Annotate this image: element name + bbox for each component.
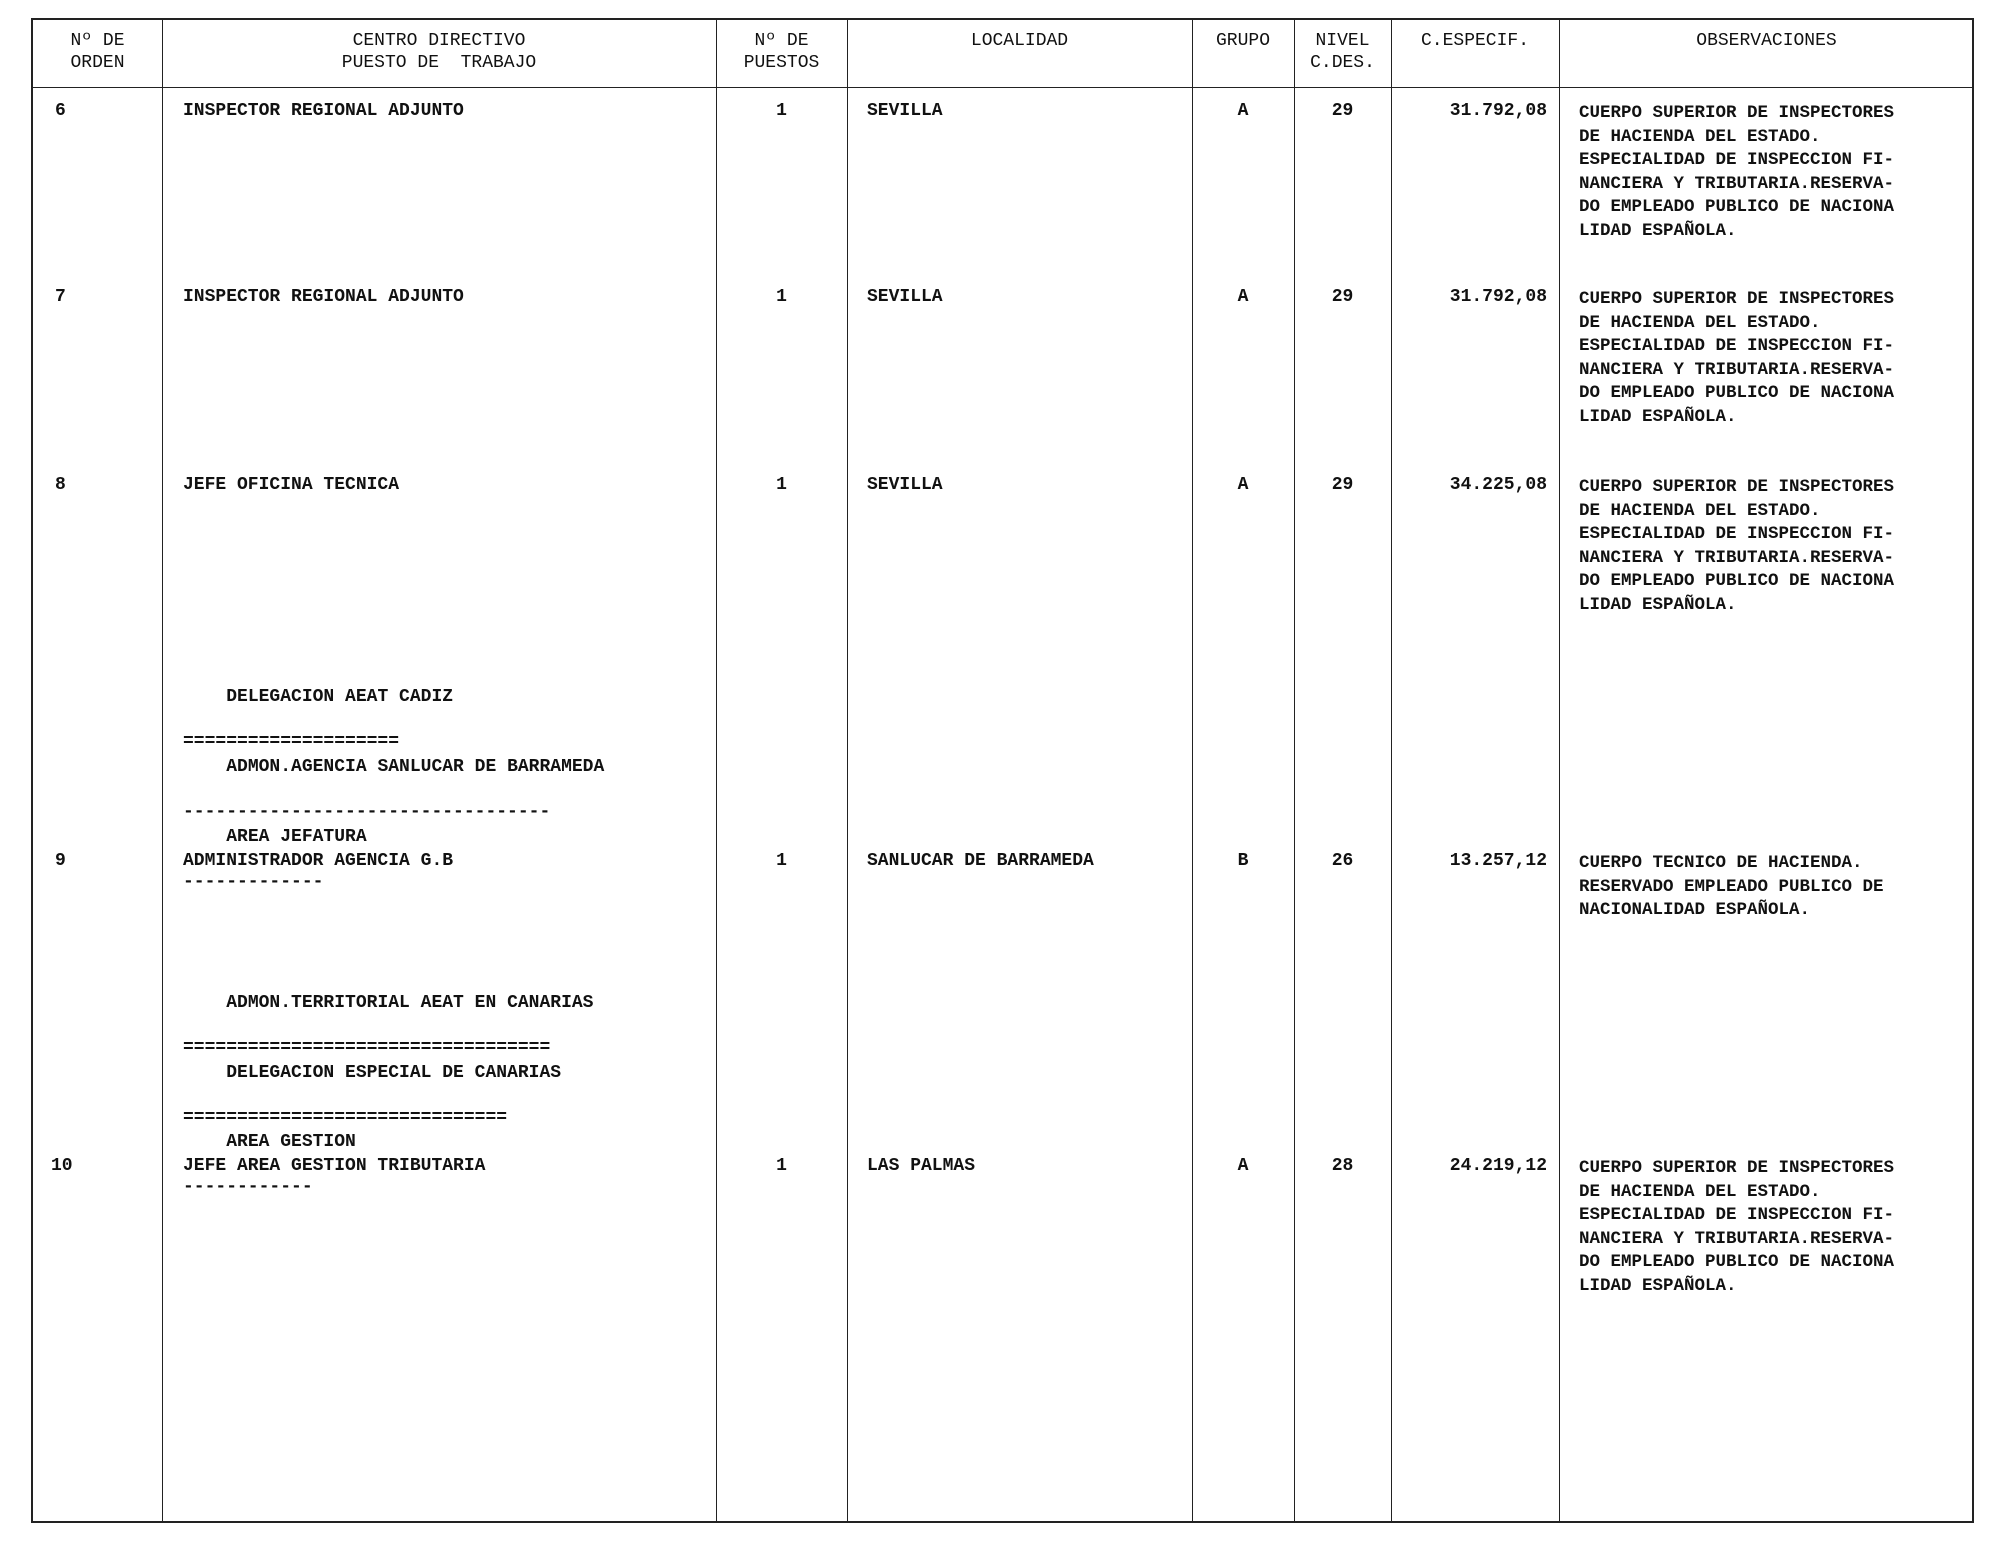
row-num-puestos: 1 [776, 101, 787, 121]
row-nivel: 26 [1331, 851, 1354, 871]
row-num-puestos: 1 [776, 475, 787, 495]
row-observaciones: CUERPO TECNICO DE HACIENDA. RESERVADO EMPLEADO PUBLICO DE NACIONALIDAD ESPAÑOLA. [1579, 853, 1884, 920]
section-underline: ------------ [183, 1177, 313, 1197]
header-localidad: LOCALIDAD [970, 31, 1069, 51]
row-orden: 8 [55, 475, 66, 495]
section-underline: ---------------------------------- [183, 802, 551, 822]
row-nivel: 29 [1331, 287, 1354, 307]
column-divider [1559, 20, 1560, 1521]
row-puesto: JEFE AREA GESTION TRIBUTARIA [183, 1156, 486, 1176]
row-orden: 7 [55, 287, 66, 307]
row-especif: 34.225,08 [1449, 475, 1547, 495]
row-puesto: INSPECTOR REGIONAL ADJUNTO [183, 101, 464, 121]
header-orden: Nº DE ORDEN [70, 31, 125, 73]
row-grupo: A [1237, 287, 1249, 307]
row-localidad: SEVILLA [867, 101, 943, 121]
row-nivel: 28 [1331, 1156, 1354, 1176]
section-title: AREA GESTION [226, 1132, 356, 1152]
header-centro-directivo: CENTRO DIRECTIVO PUESTO DE TRABAJO [341, 31, 537, 73]
row-nivel: 29 [1331, 101, 1354, 121]
section-underline: ==================== [183, 732, 400, 752]
row-especif: 31.792,08 [1449, 287, 1547, 307]
header-grupo: GRUPO [1215, 31, 1270, 51]
row-observaciones: CUERPO SUPERIOR DE INSPECTORES DE HACIENDA DEL ESTADO. ESPECIALIDAD DE INSPECCION FI- NANCIERA Y TRIBUTARIA.RESERVA- DO EMPLEADO PUBLICO DE NACIONA LIDAD ESPAÑOLA. [1579, 103, 1895, 241]
header-divider [33, 87, 1972, 88]
row-nivel: 29 [1331, 475, 1354, 495]
section-title: ADMON.AGENCIA SANLUCAR DE BARRAMEDA [226, 757, 605, 777]
column-divider [1391, 20, 1392, 1521]
row-grupo: A [1237, 1156, 1249, 1176]
row-especif: 31.792,08 [1449, 101, 1547, 121]
row-puesto: ADMINISTRADOR AGENCIA G.B [183, 851, 454, 871]
document-table [31, 18, 1974, 1523]
row-localidad: LAS PALMAS [867, 1156, 976, 1176]
row-num-puestos: 1 [776, 287, 787, 307]
section-title: ADMON.TERRITORIAL AEAT EN CANARIAS [226, 993, 594, 1013]
row-observaciones: CUERPO SUPERIOR DE INSPECTORES DE HACIENDA DEL ESTADO. ESPECIALIDAD DE INSPECCION FI- NANCIERA Y TRIBUTARIA.RESERVA- DO EMPLEADO PUBLICO DE NACIONA LIDAD ESPAÑOLA. [1579, 289, 1895, 427]
section-title: DELEGACION ESPECIAL DE CANARIAS [226, 1063, 562, 1083]
section-title: AREA JEFATURA [226, 827, 367, 847]
row-especif: 24.219,12 [1449, 1156, 1547, 1176]
row-orden: 10 [51, 1156, 73, 1176]
row-observaciones: CUERPO SUPERIOR DE INSPECTORES DE HACIENDA DEL ESTADO. ESPECIALIDAD DE INSPECCION FI- NANCIERA Y TRIBUTARIA.RESERVA- DO EMPLEADO PUBLICO DE NACIONA LIDAD ESPAÑOLA. [1579, 477, 1895, 615]
row-orden: 9 [55, 851, 66, 871]
row-grupo: B [1237, 851, 1249, 871]
row-localidad: SEVILLA [867, 287, 943, 307]
section-underline: ================================== [183, 1038, 551, 1058]
header-observaciones: OBSERVACIONES [1696, 31, 1837, 51]
row-puesto: JEFE OFICINA TECNICA [183, 475, 400, 495]
header-nivel: NIVEL C.DES. [1310, 31, 1375, 73]
section-underline: ------------- [183, 872, 324, 892]
section-underline: ============================== [183, 1108, 508, 1128]
column-divider [162, 20, 163, 1521]
row-grupo: A [1237, 475, 1249, 495]
row-num-puestos: 1 [776, 851, 787, 871]
column-divider [847, 20, 848, 1521]
row-especif: 13.257,12 [1449, 851, 1547, 871]
column-divider [716, 20, 717, 1521]
row-puesto: INSPECTOR REGIONAL ADJUNTO [183, 287, 464, 307]
column-divider [1294, 20, 1295, 1521]
row-localidad: SANLUCAR DE BARRAMEDA [867, 851, 1094, 871]
row-orden: 6 [55, 101, 66, 121]
row-observaciones: CUERPO SUPERIOR DE INSPECTORES DE HACIENDA DEL ESTADO. ESPECIALIDAD DE INSPECCION FI- NANCIERA Y TRIBUTARIA.RESERVA- DO EMPLEADO PUBLICO DE NACIONA LIDAD ESPAÑOLA. [1579, 1158, 1895, 1296]
column-divider [1192, 20, 1193, 1521]
row-grupo: A [1237, 101, 1249, 121]
section-title: DELEGACION AEAT CADIZ [226, 687, 454, 707]
row-num-puestos: 1 [776, 1156, 787, 1176]
row-localidad: SEVILLA [867, 475, 943, 495]
header-especif: C.ESPECIF. [1420, 31, 1530, 51]
header-num-puestos: Nº DE PUESTOS [743, 31, 820, 73]
